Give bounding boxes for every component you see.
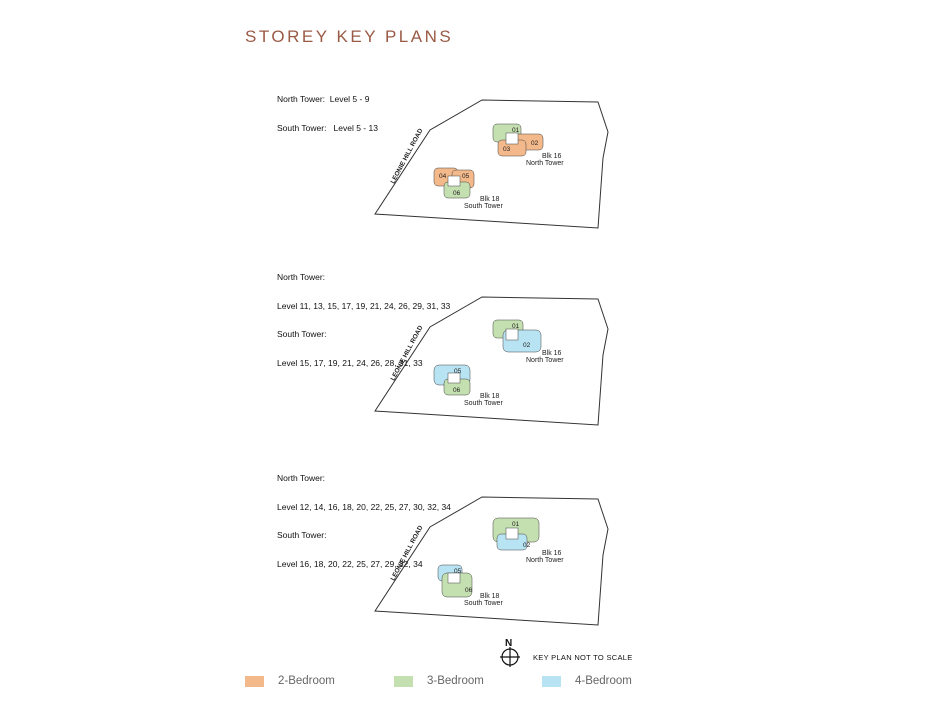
south-block-label: Blk 18 — [480, 593, 500, 600]
unit-label-01: 01 — [512, 127, 520, 134]
unit-label-06: 06 — [465, 587, 473, 594]
south-tower-block — [438, 565, 473, 597]
south-tower-label: South Tower — [464, 600, 503, 607]
section-3-north-levels: Level 12, 14, 16, 18, 20, 22, 25, 27, 30, 32, 34 — [277, 501, 451, 512]
section-1-north-levels: North Tower: Level 5 - 9 — [277, 94, 370, 104]
road-label: LEONIE HILL ROAD — [389, 324, 425, 382]
tower-core — [506, 133, 518, 144]
north-tower-block — [493, 518, 539, 550]
scale-note: KEY PLAN NOT TO SCALE — [533, 653, 633, 662]
north-block-label: Blk 16 — [542, 350, 562, 357]
key-plan-3 — [370, 493, 620, 627]
north-letter: N — [505, 638, 513, 649]
north-tower-label: North Tower — [526, 160, 564, 167]
north-tower-block — [493, 320, 541, 352]
north-tower-label: North Tower — [526, 357, 564, 364]
tower-core — [506, 329, 518, 340]
unit-label-04: 04 — [439, 173, 447, 180]
section-2-north-heading: North Tower: — [277, 272, 326, 282]
legend-swatch-2-bedroom — [245, 676, 264, 687]
unit-label-05: 05 — [462, 173, 470, 180]
unit-label-06: 06 — [453, 387, 461, 394]
key-plan-2 — [370, 293, 620, 427]
section-1-levels — [277, 76, 378, 143]
south-tower-block — [434, 365, 470, 395]
tower-core — [448, 176, 460, 186]
legend-swatch-4-bedroom — [542, 676, 561, 687]
unit-label-02: 02 — [523, 342, 531, 349]
section-3-south-heading: South Tower: — [277, 530, 327, 540]
unit-label-06: 06 — [453, 190, 461, 197]
north-tower-block — [493, 124, 543, 156]
unit-label-05: 05 — [454, 368, 462, 375]
unit-label-03: 03 — [503, 146, 511, 153]
section-2-south-levels: Level 15, 17, 19, 21, 24, 26, 28, 31, 33 — [277, 357, 423, 368]
south-block-label: Blk 18 — [480, 393, 500, 400]
section-1-south-levels: South Tower: Level 5 - 13 — [277, 122, 378, 133]
unit-label-05: 05 — [454, 568, 462, 575]
north-block-label: Blk 16 — [542, 550, 562, 557]
north-tower-label: North Tower — [526, 557, 564, 564]
legend-swatch-3-bedroom — [394, 676, 413, 687]
section-2-north-levels: Level 11, 13, 15, 17, 19, 21, 24, 26, 29, 31, 33 — [277, 300, 451, 311]
legend — [245, 675, 705, 691]
section-3-south-levels: Level 16, 18, 20, 22, 25, 27, 29, 32, 34 — [277, 558, 423, 569]
unit-label-02: 02 — [531, 140, 539, 147]
south-block-label: Blk 18 — [480, 196, 500, 203]
legend-label-3-bedroom: 3-Bedroom — [427, 675, 484, 687]
section-3-north-heading: North Tower: — [277, 473, 326, 483]
legend-label-4-bedroom: 4-Bedroom — [575, 675, 632, 687]
page-title: STOREY KEY PLANS — [245, 27, 454, 46]
section-2-south-heading: South Tower: — [277, 329, 327, 339]
road-label: LEONIE HILL ROAD — [389, 524, 425, 582]
road-label: LEONIE HILL ROAD — [389, 127, 425, 185]
unit-label-01: 01 — [512, 323, 520, 330]
north-arrow-icon — [494, 637, 528, 669]
tower-core — [506, 528, 518, 539]
legend-label-2-bedroom: 2-Bedroom — [278, 675, 335, 687]
unit-label-01: 01 — [512, 521, 520, 528]
south-tower-label: South Tower — [464, 203, 503, 210]
key-plan-1 — [370, 96, 620, 230]
north-block-label: Blk 16 — [542, 153, 562, 160]
unit-label-02: 02 — [523, 542, 531, 549]
south-tower-block — [434, 168, 474, 198]
south-tower-label: South Tower — [464, 400, 503, 407]
